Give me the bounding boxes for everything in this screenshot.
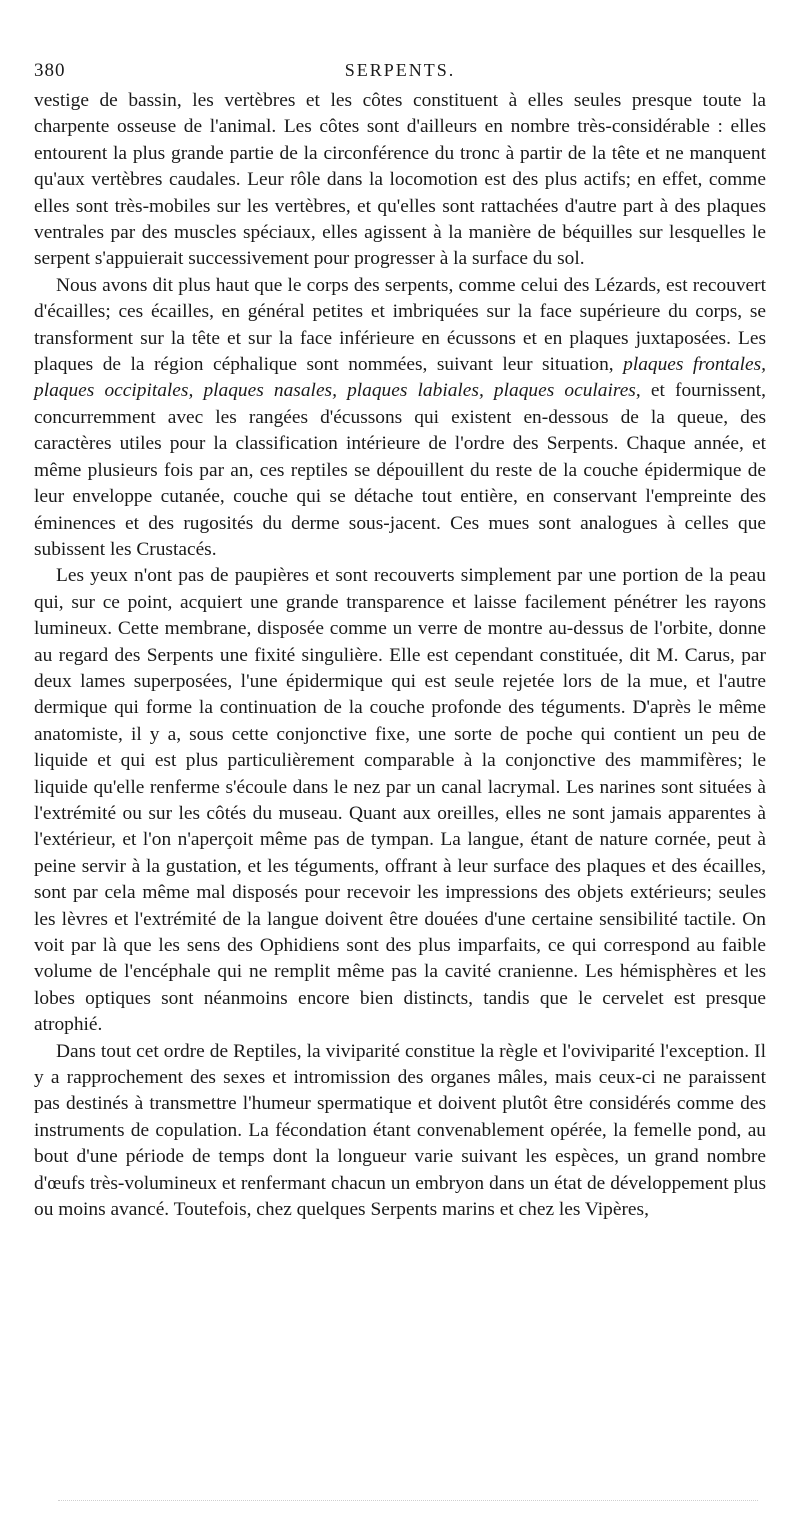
paragraph — [34, 88, 766, 273]
paragraph-text: Dans tout cet ordre de Reptiles, la viviparité constitue la règle et l'oviviparité l'exception. Il y a rapprochement des sexes et intromission des organes mâles, mais ceux-ci ne paraissent pas destinés à transmettre l'humeur spermatique et doivent plutôt être considérés comme des instruments de copulation. La fécondation étant convenablement opérée, la femelle pond, au bout d'une période de temps dont la longueur varie suivant les espèces, un grand nombre d'œufs très-volumineux et renfermant chacun un embryon dans un état de développement plus ou moins avancé. Toutefois, chez quelques Serpents marins et chez les Vipères, — [34, 1040, 766, 1221]
paragraph-text: vestige de bassin, les vertèbres et les côtes constituent à elles seules presque toute la charpente osseuse de l'animal. Les côtes sont d'ailleurs en nombre très-considérable : elles entourent la plus grande partie de la circonférence du tronc à partir de la tête et ne manquent qu'aux vertèbres caudales. Leur rôle dans la locomotion est des plus actifs; en effet, comme elles sont très-mobiles sur les vertèbres, et qu'elles sont rattachées d'autre part à des plaques ventrales par des muscles spéciaux, elles agissent à la manière de béquilles sur lesquelles le serpent s'appuierait successivement pour progresser à la surface du sol. — [34, 90, 766, 270]
paragraph — [34, 273, 766, 563]
paragraph — [34, 563, 766, 1038]
paragraph-text: Nous avons dit plus haut que le corps des serpents, comme celui des Lézards, est recouvert d'écailles; ces écailles, en général petites et imbriquées sur la face supérieure du corps, se transforment sur la tête et sur la face inférieure en écussons et en plaques juxtaposées. Les plaques de la région céphalique sont nommées, suivant leur situation, — [34, 274, 766, 376]
italic-term-list: plaques frontales, plaques occipitales, plaques nasales, plaques labiales, plaques oculaires — [34, 354, 766, 402]
running-title: SERPENTS. — [344, 60, 456, 80]
paragraph — [34, 1039, 766, 1224]
body-text — [34, 88, 766, 1223]
page-number: 380 — [34, 60, 66, 81]
book-page — [34, 60, 766, 1223]
running-head — [34, 60, 766, 88]
paragraph-text: Les yeux n'ont pas de paupières et sont recouverts simplement par une portion de la peau qui, sur ce point, acquiert une grande transparence et laisse facilement pénétrer les rayons lumineux. Cette membrane, disposée comme un verre de montre au-dessus de l'orbite, donne au regard des Serpents une fixité singulière. Elle est cependant constituée, dit M. Carus, par deux lames superposées, l'une épidermique qui est seule rejetée lors de la mue, et l'autre dermique qui forme la continuation de la couche profonde des téguments. D'après le même anatomiste, il y a, sous cette conjonctive fixe, une sorte de poche qui contient un peu de liquide et qui est plus particulièrement comparable à la conjonctive des mammifères; le liquide qu'elle renferme s'écoule dans le nez par un canal lacrymal. Les narines sont situées à l'extrémité ou sur les côtés du museau. Quant aux oreilles, elles ne sont jamais apparentes à l'extérieur, et l'on n'aperçoit même pas de tympan. La langue, étant de nature cornée, peut à peine servir à la gustation, et les téguments, offrant à leur surface des plaques et des écailles, sont par cela même mal disposés pour recevoir les impressions des objets extérieurs; seules les lèvres et l'extrémité de la langue doivent être douées d'une certaine sensibilité tactile. On voit par là que les sens des Ophidiens sont des plus imparfaits, ce qui correspond au faible volume de l'encéphale qui ne remplit même pas la cavité cranienne. Les hémisphères et les lobes optiques sont néanmoins encore bien distincts, tandis que le cervelet est presque atrophié. — [34, 565, 766, 1036]
scan-artifact-line — [58, 1500, 758, 1507]
paragraph-text: , et fournissent, concurremment avec les rangées d'écussons qui existent en-dessous de la queue, des caractères utiles pour la classification intérieure de l'ordre des Serpents. Chaque année, et même plusieurs fois par an, ces reptiles se dépouillent du reste de la couche épidermique de leur enveloppe cutanée, couche qui se détache tout entière, en conservant l'empreinte des éminences et des rugosités du derme sous-jacent. Ces mues sont analogues à celles que subissent les Crustacés. — [34, 380, 767, 560]
